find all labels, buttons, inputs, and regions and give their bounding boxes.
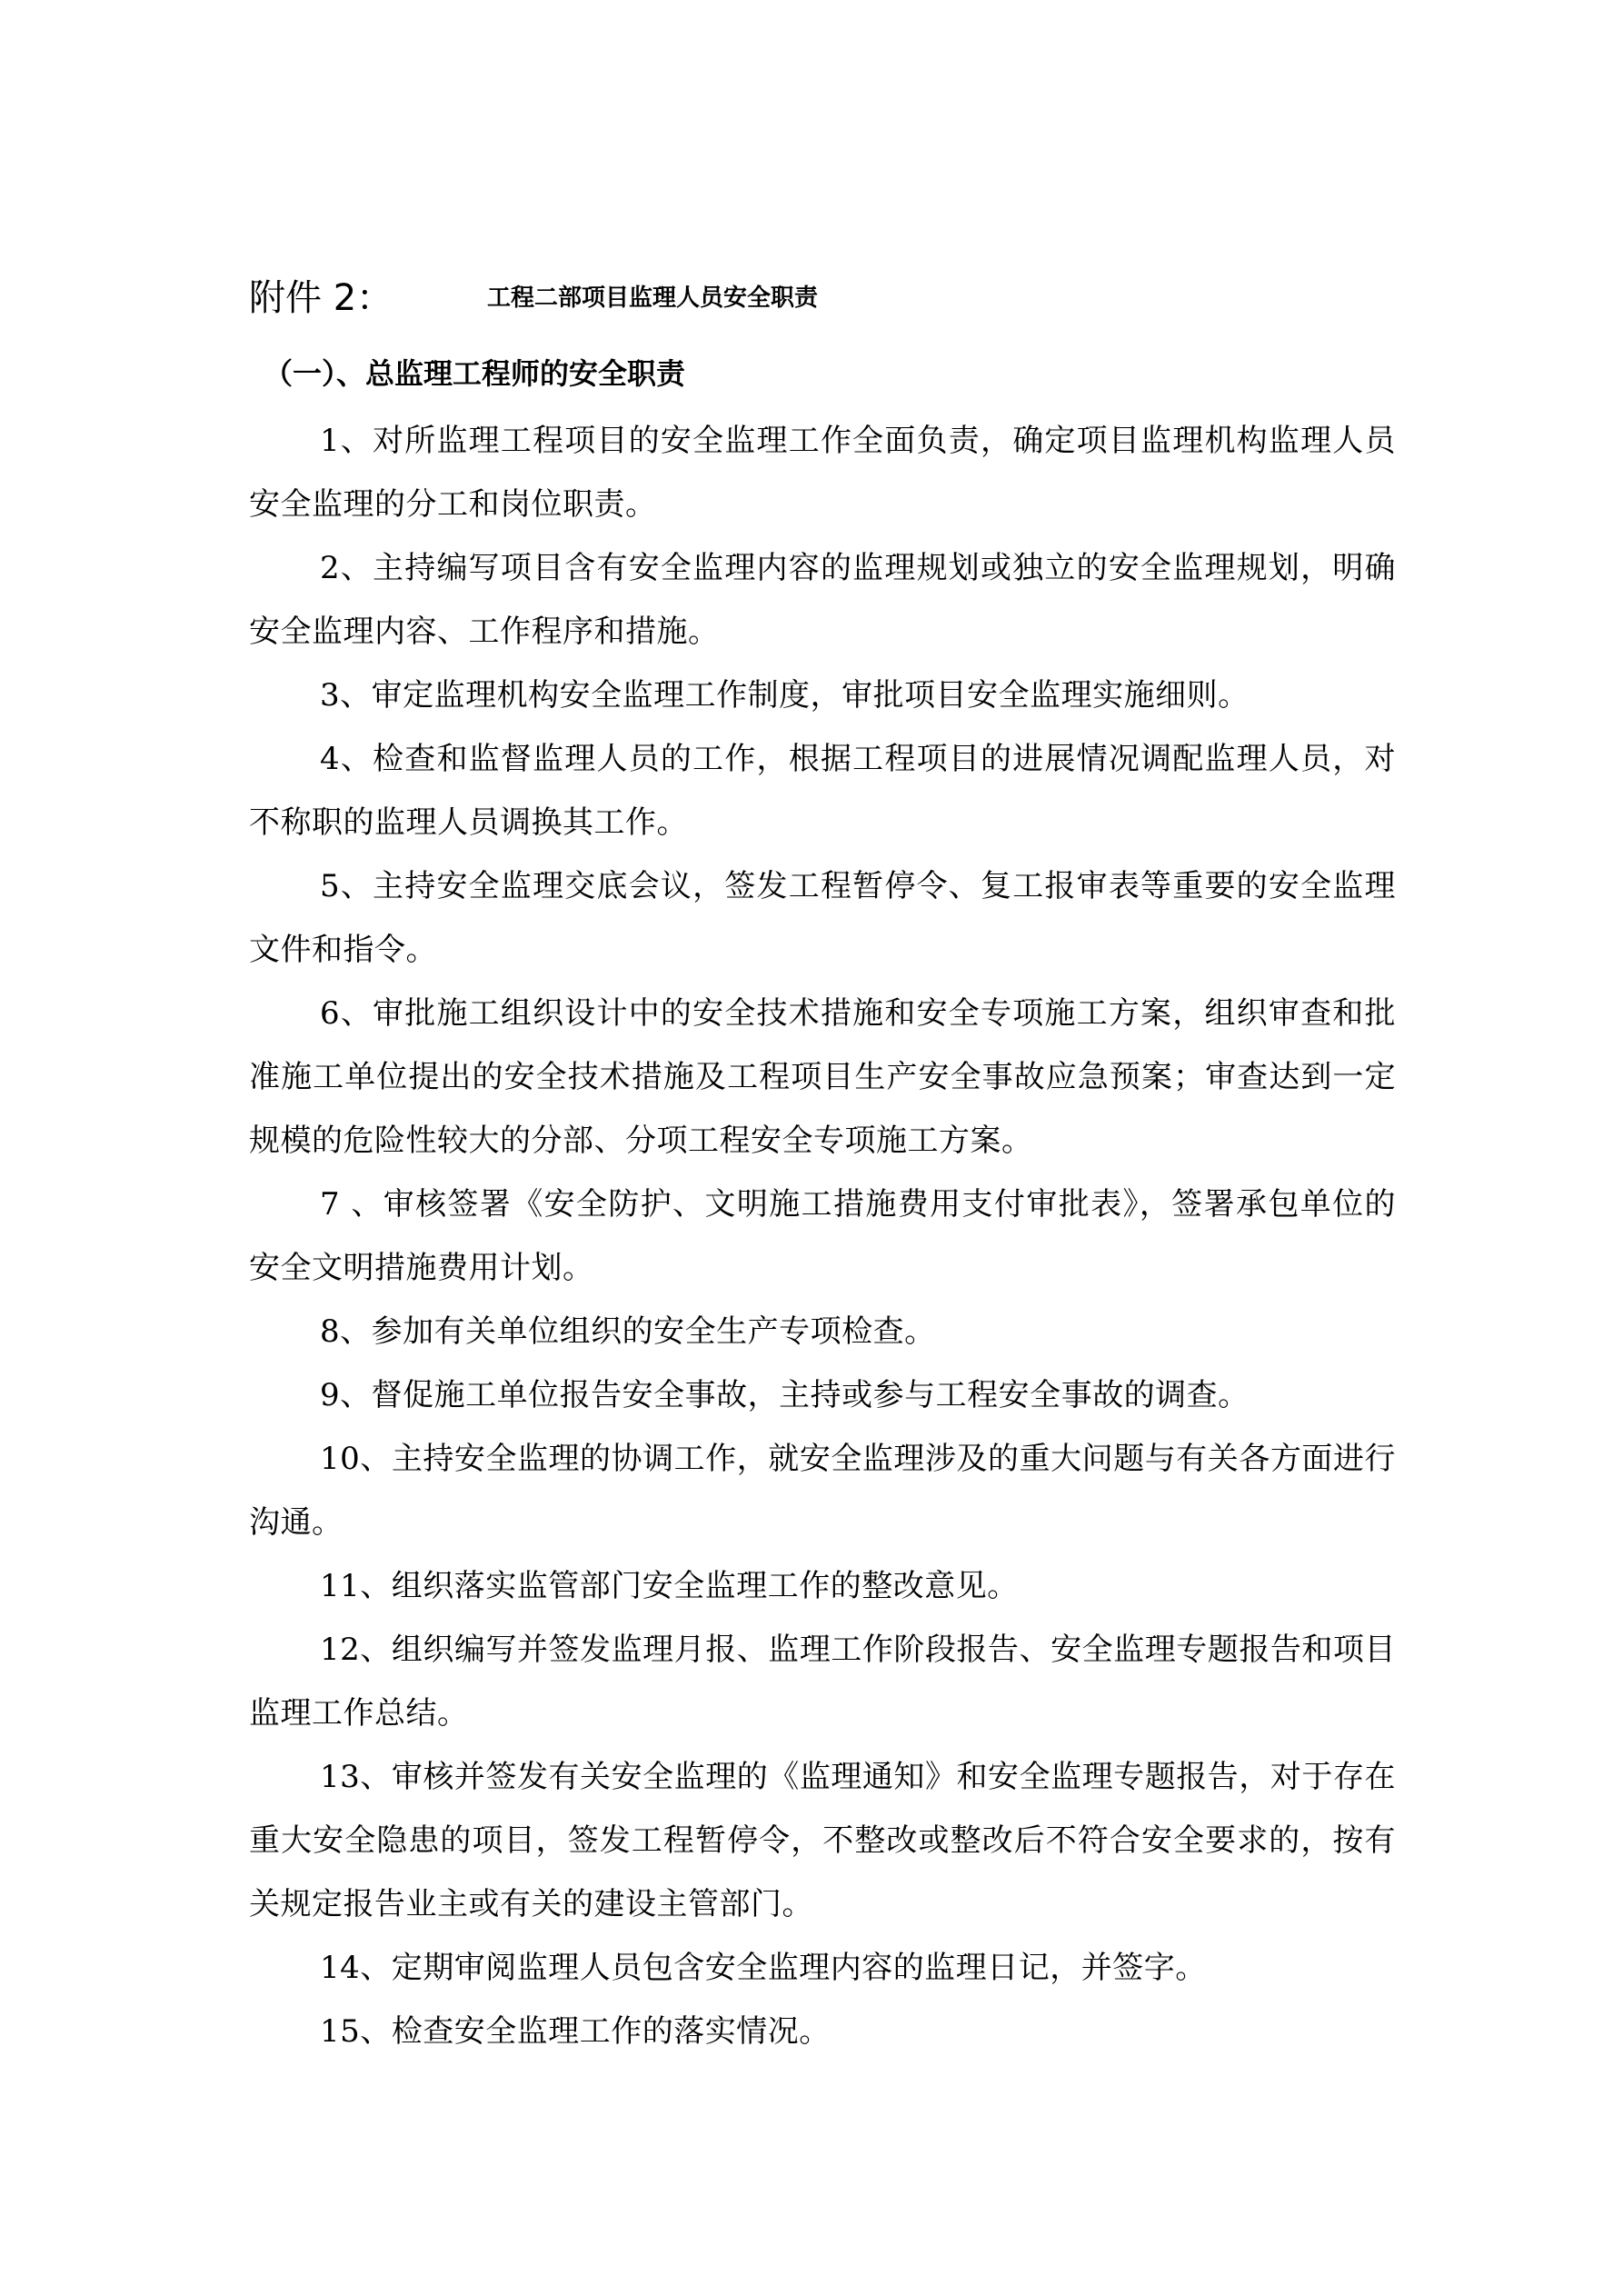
duty-item-15: 15、检查安全监理工作的落实情况。 bbox=[320, 2013, 831, 2050]
duty-item-14: 14、定期审阅监理人员包含安全监理内容的监理日记，并签字。 bbox=[320, 1950, 1207, 1986]
duty-item-11: 11、组织落实监管部门安全监理工作的整改意见。 bbox=[320, 1568, 1019, 1604]
duty-item-8: 8、参加有关单位组织的安全生产专项检查。 bbox=[320, 1313, 936, 1350]
section-heading: （一）、总监理工程师的安全职责 bbox=[264, 356, 686, 391]
duty-item-5: 5、主持安全监理交底会议，签发工程暂停令、复工报审表等重要的安全监理文件和指令。 bbox=[249, 868, 1396, 968]
document-title: 工程二部项目监理人员安全职责 bbox=[487, 285, 819, 312]
duty-item-7: 7 、审核签署《安全防护、文明施工措施费用支付审批表》，签署承包单位的安全文明措施费用计划。 bbox=[249, 1186, 1396, 1286]
header-line bbox=[249, 273, 1394, 324]
duty-item-13: 13、审核并签发有关安全监理的《监理通知》和安全监理专题报告，对于存在重大安全隐患的项目，签发工程暂停令，不整改或整改后不符合安全要求的，按有关规定报告业主或有关的建设主管部门。 bbox=[249, 1759, 1396, 1922]
duty-item-3: 3、审定监理机构安全监理工作制度，审批项目安全监理实施细则。 bbox=[320, 677, 1250, 714]
duty-list bbox=[249, 409, 1396, 2063]
attachment-label: 附件 2： bbox=[249, 277, 393, 319]
duty-item-6: 6、审批施工组织设计中的安全技术措施和安全专项施工方案，组织审查和批准施工单位提出的安全技术措施及工程项目生产安全事故应急预案；审查达到一定规模的危险性较大的分部、分项工程安全专项施工方案。 bbox=[249, 995, 1396, 1159]
duty-item-12: 12、组织编写并签发监理月报、监理工作阶段报告、安全监理专题报告和项目监理工作总结。 bbox=[249, 1632, 1396, 1732]
duty-item-4: 4、检查和监督监理人员的工作，根据工程项目的进展情况调配监理人员，对不称职的监理人员调换其工作。 bbox=[249, 741, 1396, 841]
duty-item-10: 10、主持安全监理的协调工作，就安全监理涉及的重大问题与有关各方面进行沟通。 bbox=[249, 1441, 1396, 1541]
duty-item-1: 1、对所监理工程项目的安全监理工作全面负责，确定项目监理机构监理人员安全监理的分工和岗位职责。 bbox=[249, 423, 1396, 523]
duty-item-9: 9、督促施工单位报告安全事故，主持或参与工程安全事故的调查。 bbox=[320, 1377, 1250, 1413]
duty-item-2: 2、主持编写项目含有安全监理内容的监理规划或独立的安全监理规划，明确安全监理内容、工作程序和措施。 bbox=[249, 550, 1396, 650]
